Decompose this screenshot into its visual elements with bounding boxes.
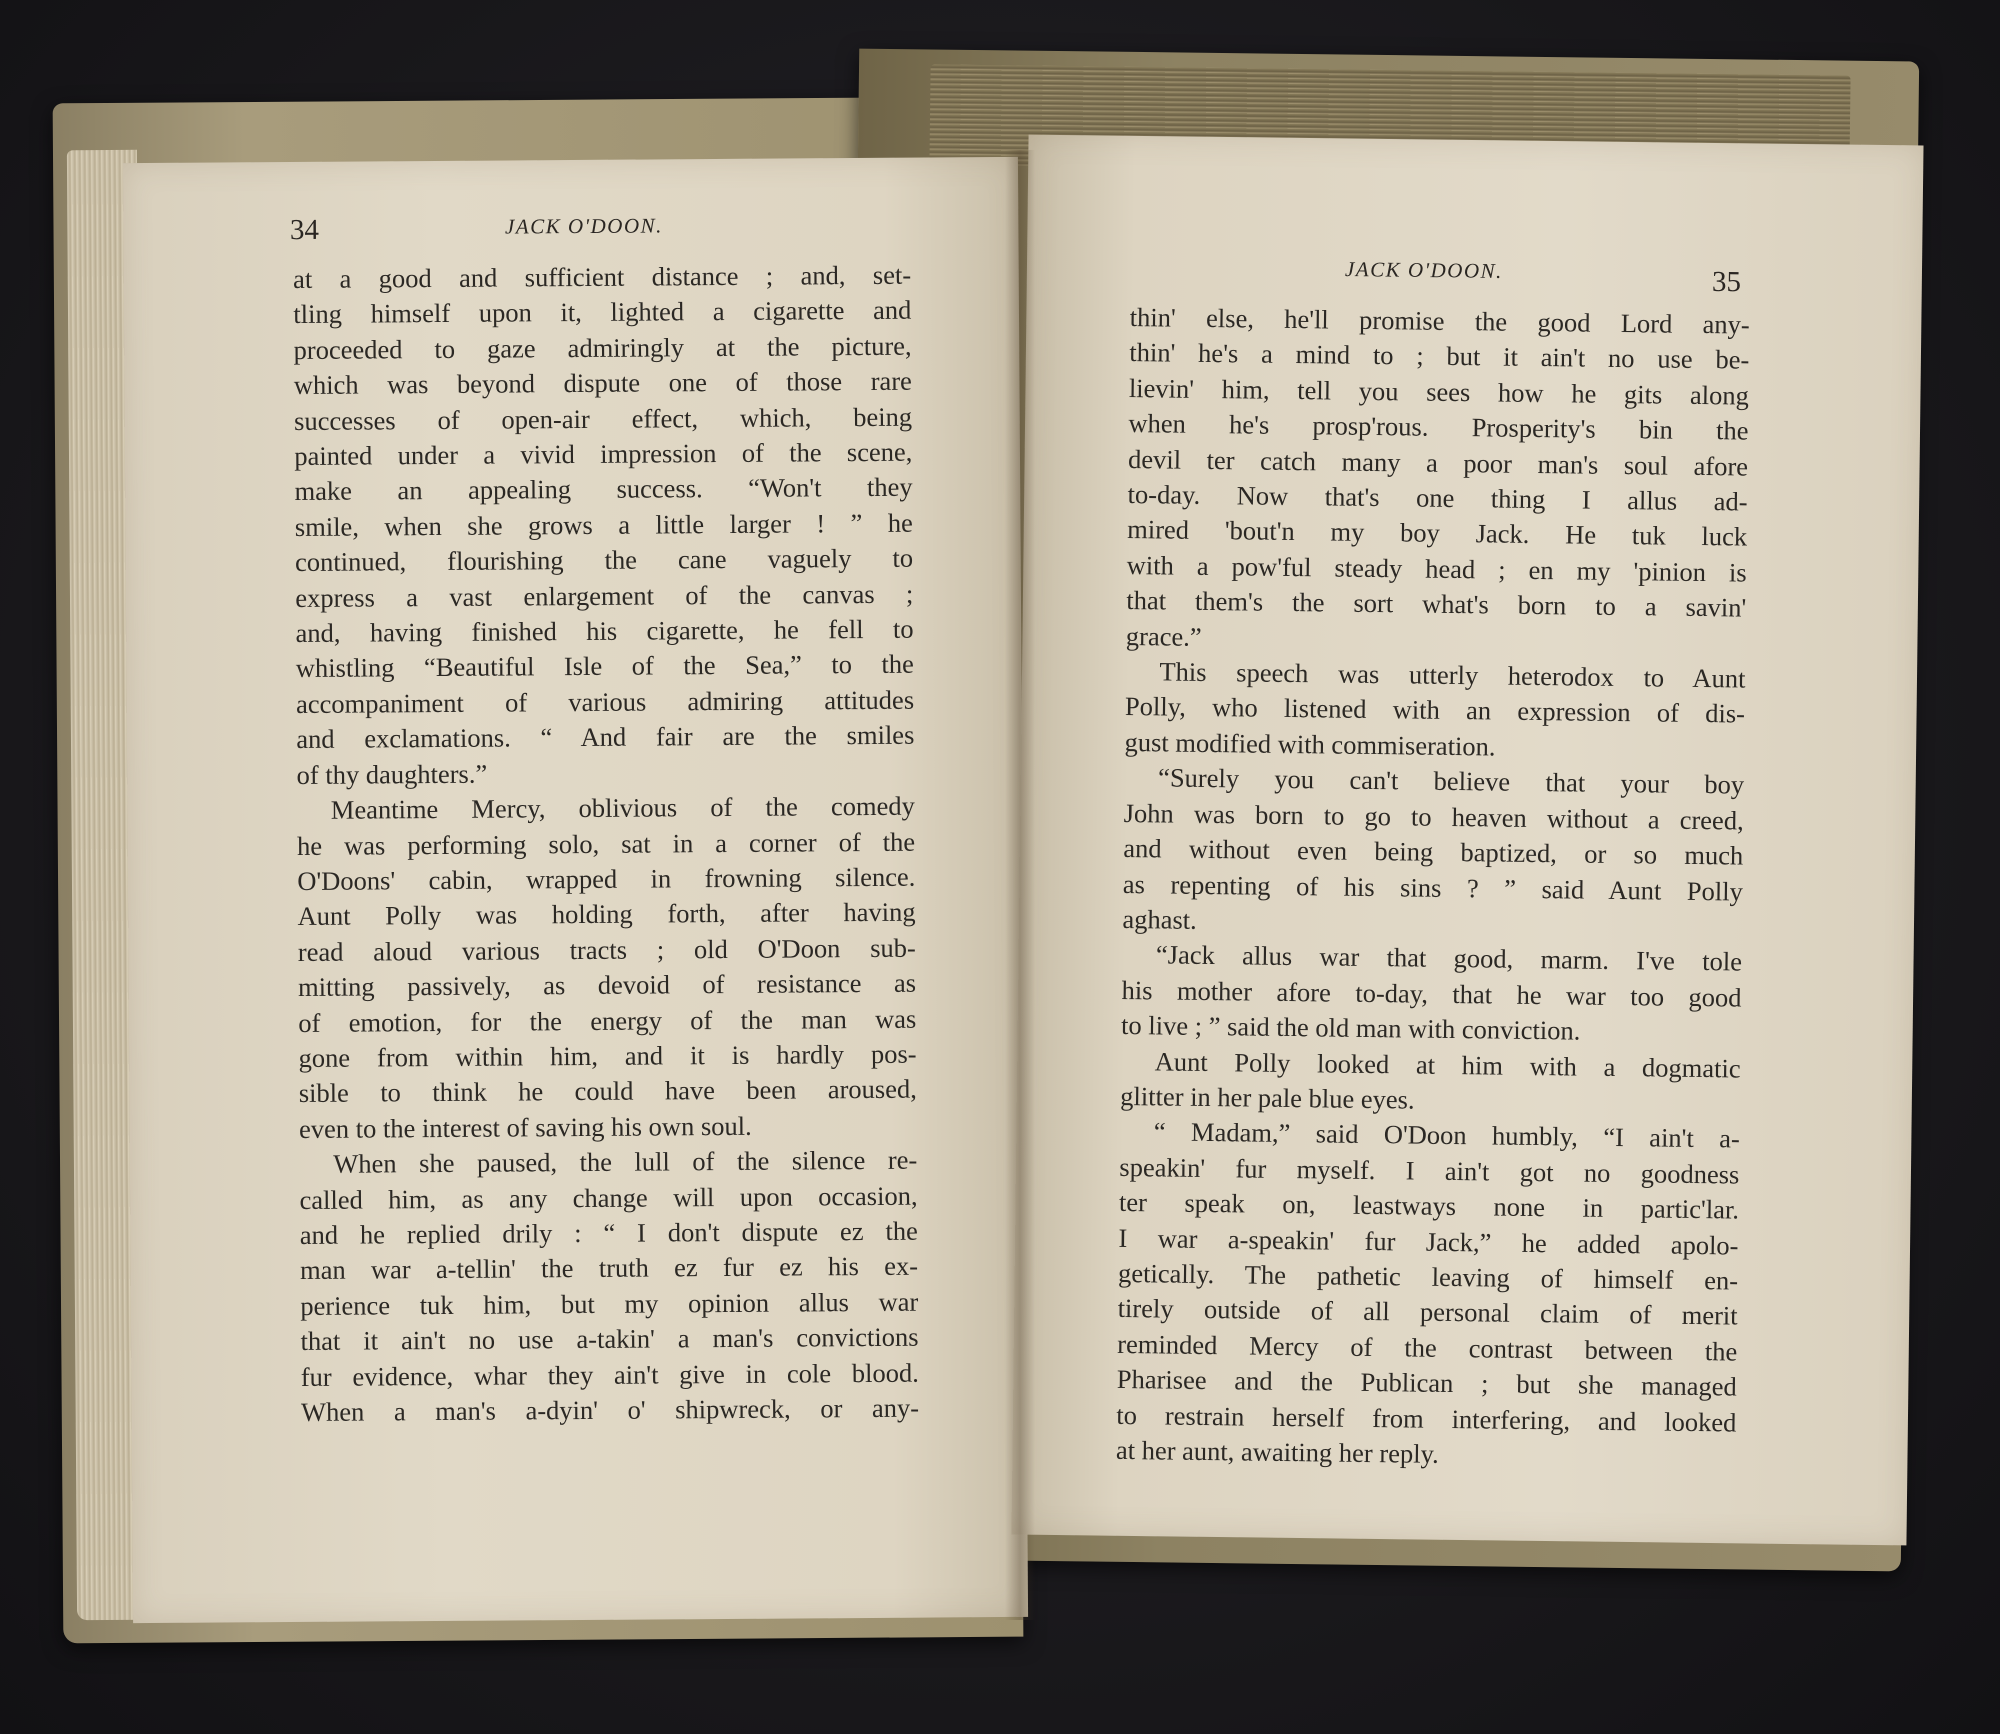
- text-line: Pharisee and the Publican ; but she managed: [1116, 1364, 1737, 1402]
- text-line: and, having finished his cigarette, he fell to: [295, 613, 914, 649]
- text-line: continued, flourishing the cane vaguely to: [294, 542, 914, 578]
- text-line: glitter in her pale blue eyes.: [1120, 1080, 1415, 1115]
- text-line: of thy daughters.”: [296, 758, 488, 790]
- text-line: whistling “Beautiful Isle of the Sea,” to the: [295, 649, 914, 684]
- text-line: “ Madam,” said O'Doon humbly, “I ain't a-: [1153, 1116, 1740, 1154]
- text-line: sible to think he could have been aroused,: [298, 1074, 917, 1109]
- text-line: tirely outside of all personal claim of merit: [1117, 1293, 1738, 1331]
- text-line: lievin' him, tell you sees how he gits along: [1128, 372, 1750, 411]
- text-line: Polly, who listened with an expression of dis-: [1124, 691, 1746, 730]
- text-line: to live ; ” said the old man with conviction.: [1120, 1010, 1581, 1046]
- text-line: getically. The pathetic leaving of himself en-: [1117, 1257, 1739, 1296]
- text-line: of emotion, for the energy of the man was: [298, 1003, 917, 1038]
- text-line: aghast.: [1122, 903, 1197, 935]
- text-line: he was performing solo, sat in a corner of the: [296, 826, 916, 861]
- text-line: ter speak on, leastways none in partic'lar.: [1118, 1187, 1740, 1225]
- text-line: read aloud various tracts ; old O'Doon sub-: [297, 932, 916, 967]
- text-line: When she paused, the lull of the silence re-: [333, 1144, 918, 1179]
- text-line: Aunt Polly was holding forth, after having: [297, 896, 916, 932]
- left-running-title: JACK O'DOON.: [504, 213, 663, 239]
- text-line: make an appealing success. “Won't they: [294, 472, 913, 507]
- text-line: John was born to go to heaven without a creed,: [1123, 797, 1744, 836]
- text-line: painted under a vivid impression of the scene,: [294, 436, 913, 472]
- text-line: speakin' fur myself. I ain't got no goodness: [1119, 1151, 1740, 1190]
- text-line: at a good and sufficient distance ; and, set-: [293, 259, 912, 294]
- text-line: perience tuk him, but my opinion allus war: [300, 1286, 919, 1321]
- text-line: and exclamations. “ And fair are the smiles: [296, 719, 915, 755]
- text-line: I war a-speakin' fur Jack,” he added apolo-: [1118, 1222, 1739, 1261]
- text-line: O'Doons' cabin, wrapped in frowning silence.: [297, 861, 916, 896]
- text-line: to-day. Now that's one thing I allus ad-: [1127, 479, 1748, 517]
- book-gutter: [1005, 150, 1035, 1620]
- text-line: mitting passively, as devoid of resistance as: [297, 967, 917, 1003]
- text-line: tling himself upon it, lighted a cigarette and: [293, 295, 912, 330]
- text-line: even to the interest of saving his own soul.: [298, 1110, 752, 1144]
- text-line: that them's the sort what's born to a savin': [1126, 585, 1747, 623]
- right-running-title: JACK O'DOON.: [1344, 257, 1503, 283]
- left-page-text: [293, 258, 919, 1431]
- text-line: as repenting of his sins ? ” said Aunt Polly: [1122, 868, 1744, 907]
- text-line: that it ain't no use a-takin' a man's convictions: [300, 1321, 919, 1357]
- text-line: called him, as any change will upon occasion,: [299, 1180, 918, 1215]
- text-line: gust modified with commiseration.: [1124, 726, 1496, 762]
- text-line: express a vast enlargement of the canvas ;: [295, 578, 914, 613]
- text-line: fur evidence, whar they ain't give in cole blood.: [300, 1357, 919, 1392]
- text-line: his mother afore to-day, that he war too good: [1121, 974, 1742, 1013]
- text-line: smile, when she grows a little larger ! ” he: [294, 507, 913, 542]
- text-line: When a man's a-dyin' o' shipwreck, or any-: [300, 1392, 920, 1427]
- text-line: with a pow'ful steady head ; en my 'pinion is: [1126, 549, 1747, 588]
- text-line: proceeded to gaze admiringly at the picture,: [293, 330, 912, 365]
- text-line: to restrain herself from interfering, and looked: [1116, 1399, 1737, 1438]
- right-page-text: [1116, 300, 1750, 1476]
- right-page-number: 35: [1711, 265, 1742, 299]
- left-page-number: 34: [289, 213, 320, 247]
- text-line: and without even being baptized, or so much: [1123, 833, 1744, 871]
- text-line: Meantime Mercy, oblivious of the comedy: [330, 790, 915, 825]
- text-line: successes of open-air effect, which, being: [294, 401, 913, 436]
- text-line: when he's prosp'rous. Prosperity's bin the: [1128, 408, 1749, 446]
- text-line: gone from within him, and it is hardly pos-: [298, 1038, 917, 1073]
- text-line: man war a-tellin' the truth ez fur ez his ex-: [299, 1251, 919, 1286]
- text-line: accompaniment of various admiring attitudes: [295, 684, 915, 719]
- text-line: grace.”: [1125, 620, 1202, 652]
- text-line: which was beyond dispute one of those rare: [293, 365, 912, 401]
- text-line: and he replied drily : “ I don't dispute ez the: [299, 1215, 918, 1250]
- text-line: at her aunt, awaiting her reply.: [1115, 1434, 1439, 1469]
- text-line: Aunt Polly looked at him with a dogmatic: [1154, 1045, 1741, 1084]
- text-line: mired 'bout'n my boy Jack. He tuk luck: [1127, 514, 1748, 552]
- text-line: reminded Mercy of the contrast between the: [1117, 1328, 1738, 1367]
- text-line: thin' he's a mind to ; but it ain't no use be-: [1129, 337, 1750, 375]
- text-line: “Surely you can't believe that your boy: [1157, 762, 1745, 800]
- text-line: “Jack allus war that good, marm. I've tole: [1155, 939, 1743, 977]
- text-line: devil ter catch many a poor man's soul afore: [1127, 443, 1749, 482]
- text-line: This speech was utterly heterodox to Aunt: [1159, 656, 1746, 694]
- text-line: thin' else, he'll promise the good Lord any-: [1129, 301, 1750, 340]
